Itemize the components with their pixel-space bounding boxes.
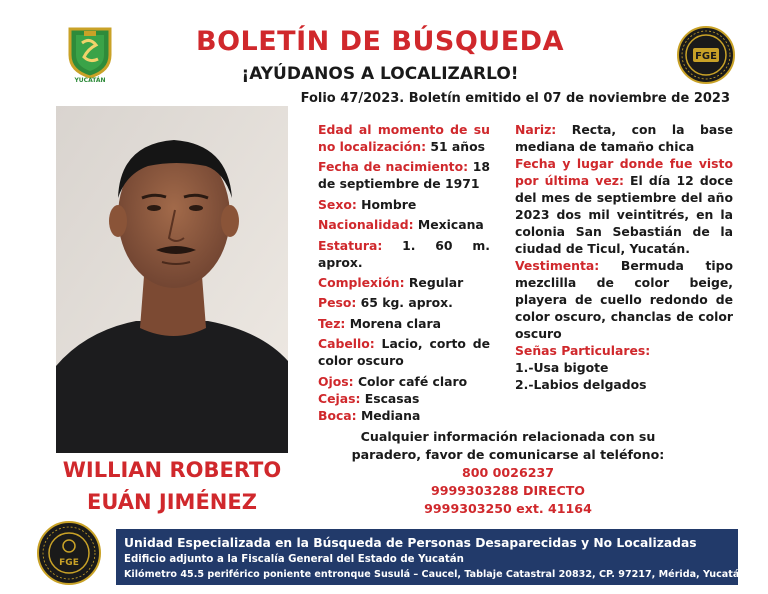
field-label: Complexión: (318, 274, 405, 290)
field-label: Ojos: (318, 373, 354, 389)
yucatan-coat-of-arms-logo (66, 25, 114, 83)
field-label: Peso: (318, 295, 357, 311)
field-complexion (318, 274, 490, 291)
field-label: Boca: (318, 407, 357, 423)
field-label: Nacionalidad: (318, 217, 414, 233)
field-value: Hombre (356, 196, 417, 212)
field-cabello (318, 335, 490, 369)
field-label: Cabello: (318, 336, 375, 352)
field-value: Color café claro (353, 373, 468, 389)
field-value: 65 kg. aprox. (356, 295, 453, 311)
footer-address: Kilómetro 45.5 periférico poniente entronque Susulá – Caucel, Tablaje Catastral 20832, CP. 97217, Mérida, Yucatán. (124, 569, 750, 580)
footer-unit-name: Unidad Especializada en la Búsqueda de Personas Desaparecidas y No Localizadas (124, 536, 697, 550)
senas-particulares (515, 342, 733, 393)
bulletin-title: BOLETÍN DE BÚSQUEDA (196, 26, 564, 57)
yucatan-logo-text: YUCATÁN (74, 77, 106, 83)
field-edad (318, 121, 490, 155)
field-label: Estatura: (318, 237, 383, 253)
phone-number-1: 800 0026237 (461, 465, 554, 480)
senas-label: Señas Particulares: (515, 343, 651, 358)
fge-bottom-seal-logo (36, 520, 102, 586)
contact-line2: paradero, favor de comunicarse al teléfono: (351, 447, 665, 462)
sena-item: 1.-Usa bigote (515, 360, 609, 375)
field-label: Tez: (318, 315, 346, 331)
field-value: Escasas (360, 390, 420, 406)
fge-seal-logo (676, 25, 736, 85)
field-estatura (318, 237, 490, 271)
field-value: 18 de septiembre de 1971 (318, 159, 490, 192)
field-value: 1. 60 m. aprox. (318, 237, 490, 270)
folio-line: Folio 47/2023. Boletín emitido el 07 de noviembre de 2023 (300, 91, 730, 106)
fge-seal-text: FGE (695, 51, 717, 62)
field-tez (318, 315, 490, 332)
person-name-line1: WILLIAN ROBERTO (62, 458, 282, 482)
field-value: Regular (404, 274, 464, 290)
details-right-column (515, 121, 733, 393)
field-ultima-vez (515, 155, 733, 257)
field-boca (318, 407, 490, 424)
field-value: Mediana (356, 407, 421, 423)
field-nacionalidad (318, 216, 490, 233)
bulletin-subtitle: ¡AYÚDANOS A LOCALIZARLO! (241, 64, 519, 84)
field-label: Vestimenta: (515, 258, 600, 273)
field-value: Mexicana (413, 217, 484, 233)
fge-bottom-seal-text: FGE (59, 558, 79, 568)
sena-item: 2.-Labios delgados (515, 377, 647, 392)
field-fecha-nacimiento (318, 158, 490, 192)
field-label: Fecha de nacimiento: (318, 159, 469, 175)
footer-bar (116, 529, 750, 585)
field-peso (318, 294, 490, 311)
field-value: Lacio, corto de color oscuro (318, 336, 490, 369)
field-value: Bermuda tipo mezclilla de color beige, playera de cuello redondo de color oscuro, chanclas de color oscuro (515, 258, 733, 341)
missing-person-photo (56, 106, 288, 453)
field-ojos (318, 373, 490, 390)
person-name-line2: EUÁN JIMÉNEZ (87, 490, 257, 514)
footer-building: Edificio adjunto a la Fiscalía General del Estado de Yucatán (124, 554, 464, 565)
details-left-column (318, 121, 490, 427)
contact-block (340, 428, 676, 518)
field-label: Fecha y lugar donde fue visto por última vez: (515, 156, 733, 188)
field-label: Nariz: (515, 122, 557, 137)
contact-line1: Cualquier información relacionada con su (360, 429, 656, 444)
field-cejas (318, 390, 490, 407)
field-value: Morena clara (345, 315, 441, 331)
field-value: El día 12 doce del mes de septiembre del año 2023 dos mil veintitrés, en la colonia San Sebastián de la ciudad de Ticul, Yucatán. (515, 173, 733, 256)
phone-number-3: 9999303250 ext. 41164 (424, 501, 592, 516)
field-nariz (515, 121, 733, 155)
field-label: Edad al momento de su no localización: (318, 122, 490, 154)
field-label: Cejas: (318, 390, 361, 406)
field-value: 51 años (426, 139, 486, 154)
phone-number-2: 9999303288 DIRECTO (431, 483, 585, 498)
field-vestimenta (515, 257, 733, 342)
field-value: Recta, con la base mediana de tamaño chica (515, 122, 733, 154)
field-sexo (318, 196, 490, 213)
field-label: Sexo: (318, 196, 357, 212)
